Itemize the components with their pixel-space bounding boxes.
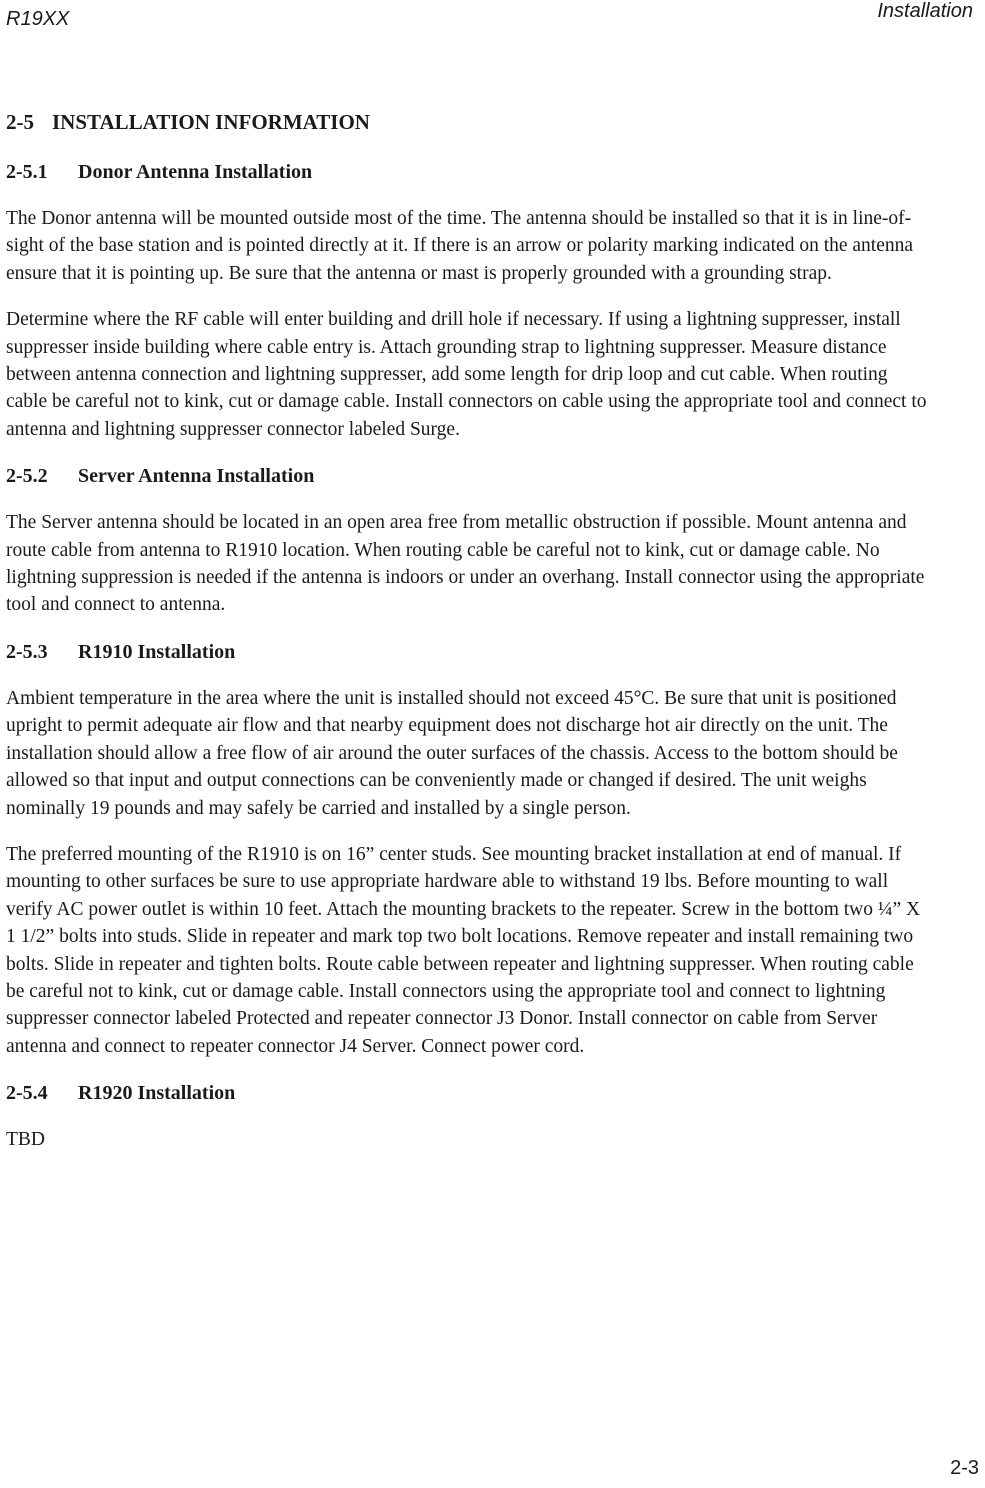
section-number: 2-5 bbox=[6, 110, 34, 134]
section-title: INSTALLATION INFORMATION bbox=[52, 110, 370, 134]
subsection-title: Server Antenna Installation bbox=[78, 465, 315, 488]
paragraph: The preferred mounting of the R1910 is on 16” center studs. See mounting bracket installation at end of manual. If mounting to other surfaces be sure to use appropriate hardware able to withstand 19 lbs. Before mounting to wall verify AC power outlet is within 10 feet. Attach the mounting brackets to the repeater. Screw in the bottom two ¼” X 1 1/2” bolts into studs. Slide in repeater and mark top two bolt locations. Remove repeater and install remaining two bolts. Slide in repeater and tighten bolts. Route cable between repeater and lightning suppresser. When routing cable be careful not to kink, cut or damage cable. Install connectors using the appropriate tool and connect to lightning suppresser connector labeled Protected and repeater connector J3 Donor. Install connector on cable from Server antenna and connect to repeater connector J4 Server. Connect power cord. bbox=[6, 843, 921, 1057]
running-header-right: Installation bbox=[877, 0, 973, 22]
subsection-title: Donor Antenna Installation bbox=[78, 161, 313, 183]
running-header-left: R19XX bbox=[6, 8, 70, 30]
paragraph: The Server antenna should be located in an open area free from metallic obstruction if possible. Mount antenna and route cable from antenna to R1910 location. When routing cable be careful not to kink, cut or damage cable. No lightning suppression is needed if the antenna is indoors or under an overhang. Install connector using the appropriate tool and connect to antenna. bbox=[6, 512, 925, 616]
subsection-title: R1920 Installation bbox=[78, 1082, 236, 1105]
subsection-title: R1910 Installation bbox=[78, 640, 236, 663]
subsection-heading-2-5-4 bbox=[6, 1079, 928, 1107]
subsection-number: 2-5.4 bbox=[6, 1082, 48, 1105]
paragraph: TBD bbox=[6, 1129, 45, 1151]
section-heading bbox=[6, 108, 928, 136]
paragraph: Ambient temperature in the area where the unit is installed should not exceed 45°C. Be sure that unit is positioned upright to permit adequate air flow and that nearby equipment does not discharge hot air directly on the unit. The installation should allow a free flow of air around the outer surfaces of the chassis. Access to the bottom should be allowed so that input and output connections can be conveniently made or changed if desired. The unit weighs nominally 19 pounds and may safely be carried and installed by a single person. bbox=[6, 687, 898, 819]
paragraph: The Donor antenna will be mounted outside most of the time. The antenna should be installed so that it is in line-of-sight of the base station and is pointed directly at it. If there is an arrow or polarity marking indicated on the antenna ensure that it is pointing up. Be sure that the antenna or mast is properly grounded with a grounding strap. bbox=[6, 208, 914, 284]
subsection-number: 2-5.2 bbox=[6, 465, 48, 488]
subsection-number: 2-5.3 bbox=[6, 640, 48, 663]
subsection-number: 2-5.1 bbox=[6, 161, 48, 183]
page-number: 2-3 bbox=[950, 1457, 979, 1479]
subsection-heading-2-5-1 bbox=[6, 158, 928, 186]
document-body bbox=[6, 108, 928, 1173]
subsection-heading-2-5-3 bbox=[6, 638, 928, 666]
subsection-heading-2-5-2 bbox=[6, 462, 928, 490]
paragraph: Determine where the RF cable will enter building and drill hole if necessary. If using a lightning suppresser, install suppresser inside building where cable entry is. Attach grounding strap to lightning suppresser. Measure distance between antenna connection and lightning suppresser, add some length for drip loop and cut cable. When routing cable be careful not to kink, cut or damage cable. Install connectors on cable using the appropriate tool and connect to antenna and lightning suppresser connector labeled Surge. bbox=[6, 309, 927, 440]
